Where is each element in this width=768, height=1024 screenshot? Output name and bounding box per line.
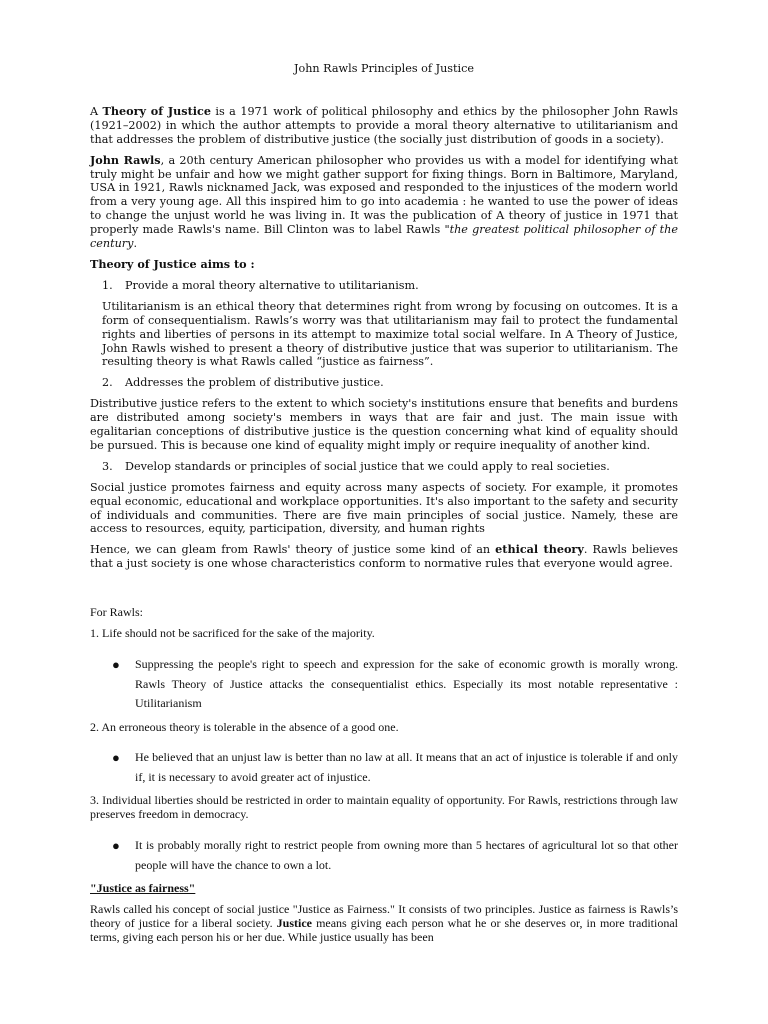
for-rawls-label: For Rawls:: [90, 605, 144, 620]
point-1: 1. Life should not be sacrificed for the sake of the majority.: [90, 626, 375, 641]
hence-text-c: . Rawls believes that a just society is one whose characteristics conform to normative rules that everyone would agree.: [90, 543, 679, 571]
utilitarianism-paragraph: Utilitarianism is an ethical theory that determines right from wrong by focusing on outcomes. It is a form of consequentialism. Rawls’s worry was that utilitarianism may fail to protect the fundamental rights and liberties of persons in its attempt to maximize total social welfare. In A Theory of Justice, John Rawls wished to present a theory of distributive justice that was superior to utilitarianism. The resulting theory is what Rawls called “justice as fairness”.: [102, 299, 678, 369]
aim-text: Develop standards or principles of social justice that we could apply to real societies.: [125, 459, 610, 473]
bio-quote: "the greatest political philosopher of the century: [90, 223, 678, 251]
bullet-item-1: [90, 655, 678, 714]
bullet-icon: ●: [112, 838, 120, 854]
aim-item-1: [90, 279, 678, 293]
aims-heading: [90, 258, 678, 272]
fairness-text-a: Rawls called his concept of social justice "Justice as Fairness." It consists of two principles. Justice as fairness is Rawls’s theory of justice for a liberal society.: [90, 902, 678, 931]
aim-text: Addresses the problem of distributive justice.: [125, 376, 384, 390]
fairness-heading-text: "Justice as fairness": [90, 881, 196, 896]
bullet-text: Suppressing the people's right to speech and expression for the sake of economic growth is morally wrong. Rawls Theory of Justice attacks the consequentialist ethics. Especially its most notable representative : Utilitarianism: [135, 657, 678, 710]
intro-text-c: is a 1971 work of political philosophy and ethics by the philosopher John Rawls (1921–2002) in which the author attempts to provide a moral theory alternative to utilitarianism and that addresses the problem of distributive justice (the socially just distribution of goods in a society).: [90, 104, 678, 146]
aims-heading-text: Theory of Justice aims to :: [90, 256, 255, 271]
spacer: [90, 578, 678, 606]
bio-end: .: [133, 237, 138, 251]
bullet-item-3: [90, 836, 678, 875]
point-3: 3. Individual liberties should be restricted in order to maintain equality of opportunity. For Rawls, restrictions through law preserves freedom in democracy.: [90, 793, 678, 822]
intro-text-a: A: [90, 104, 103, 118]
hence-paragraph: [90, 543, 678, 571]
hence-text-a: Hence, we can gleam from Rawls' theory of justice some kind of an: [90, 543, 496, 557]
intro-paragraph: [90, 105, 678, 147]
bio-text: , a 20th century American philosopher who provides us with a model for identifying what truly might be unfair and how we might gather support for fixing things. Born in Baltimore, Maryland, USA in 1921, Rawls nicknamed Jack, was exposed and responded to the injustices of the modern world from a very young age. All this inspired him to go into academia : he wanted to use the power of ideas to change the unjust world he was living in. It was the publication of A theory of justice in 1971 that properly made Rawls's name. Bill Clinton was to label Rawls: [90, 153, 679, 237]
fairness-paragraph: [90, 903, 678, 945]
social-justice-paragraph: Social justice promotes fairness and equity across many aspects of society. For example, it promotes equal economic, educational and workplace opportunities. It's also important to the safety and security of individuals and communities. There are five main principles of social justice. Namely, these are access to resources, equity, participation, diversity, and human rights: [90, 480, 678, 536]
document-page: [90, 62, 678, 952]
distributive-justice-paragraph: Distributive justice refers to the extent to which society's institutions ensure that benefits and burdens are distributed among society's members in ways that are fair and just. The main issue with egalitarian conceptions of distributive justice is the question concerning what kind of equality should be pursued. This is because one kind of equality might imply or require inequality of another kind.: [90, 397, 678, 452]
bullet-icon: ●: [112, 657, 120, 672]
aim-number: 2.: [102, 376, 113, 390]
bullet-item-2: [90, 748, 678, 787]
bullet-icon: ●: [112, 750, 120, 766]
aim-item-2: [90, 376, 678, 390]
aim-number: 3.: [102, 459, 113, 473]
point-2: 2. An erroneous theory is tolerable in the absence of a good one.: [90, 719, 399, 734]
document-title: John Rawls Principles of Justice: [294, 62, 474, 75]
bullet-text: It is probably morally right to restrict people from owning more than 5 hectares of agricultural lot so that other people will have the chance to own a lot.: [135, 838, 678, 872]
bullet-text: He believed that an unjust law is better than no law at all. It means that an act of injustice is tolerable if and only if, it is necessary to avoid greater act of injustice.: [135, 750, 678, 784]
hence-bold-term: ethical theory: [495, 542, 584, 557]
aim-text: Provide a moral theory alternative to utilitarianism.: [125, 278, 419, 292]
intro-bold-term: Theory of Justice: [102, 103, 211, 118]
bio-bold-name: John Rawls: [90, 152, 161, 167]
rawls-bio-paragraph: [90, 154, 678, 251]
fairness-text-c: means giving each person what he or she deserves or, in more traditional terms, giving each person his or her due. While justice usually has been: [90, 916, 679, 944]
aim-number: 1.: [102, 278, 113, 292]
fairness-bold-term: Justice: [276, 916, 312, 931]
aim-item-3: [90, 460, 678, 474]
fairness-heading: [90, 882, 678, 896]
